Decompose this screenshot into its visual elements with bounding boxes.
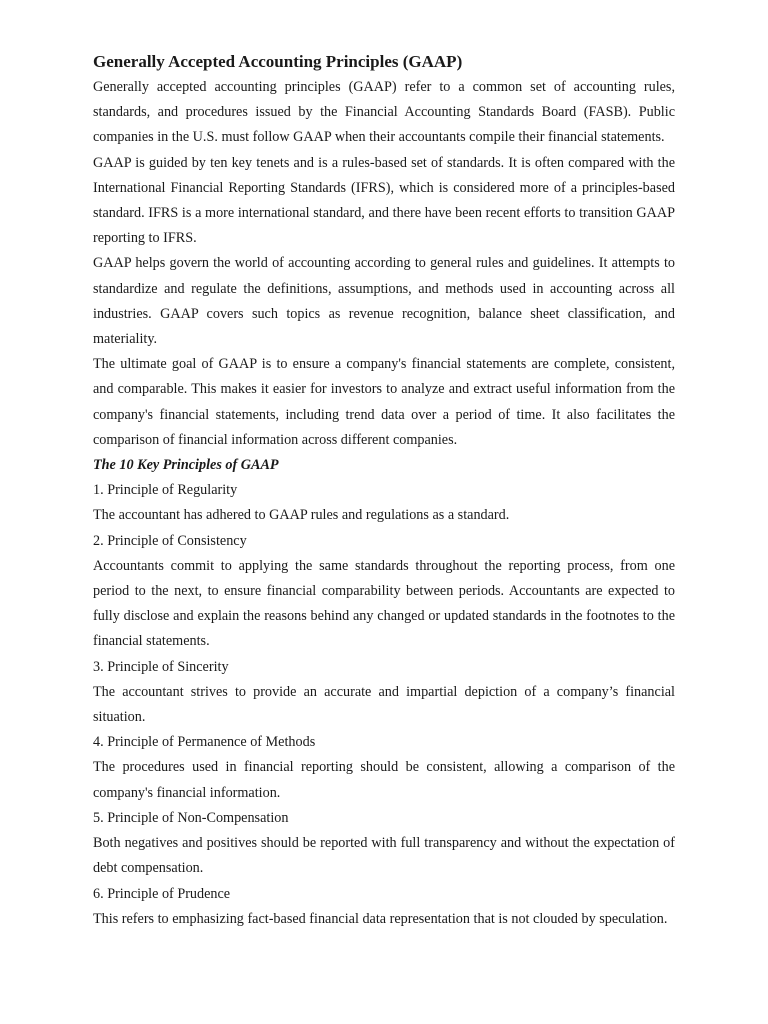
principle-text: Both negatives and positives should be reported with full transparency and without the expectation of debt compensation. [93,835,675,877]
principle-title: 1. Principle of Regularity [93,482,238,499]
principle-text: Accountants commit to applying the same standards throughout the reporting process, from one period to the next, to ensure financial comparability between periods. Accountants are expected to fully disclose and explain the reasons behind any changed or updated standards in the footnotes to the financial statements. [93,557,675,650]
principle-item [93,655,675,731]
section-heading: The 10 Key Principles of GAAP [93,457,279,474]
principle-text: The accountant has adhered to GAAP rules and regulations as a standard. [93,507,510,524]
intro-paragraph-2: GAAP is guided by ten key tenets and is a rules-based set of standards. It is often compared with the International Financial Reporting Standards (IFRS), which is considered more of a principles-based standard. IFRS is a more international standard, and there have been recent efforts to transition GAAP reporting to IFRS. [93,154,675,247]
principle-title: 6. Principle of Prudence [93,885,231,902]
principle-title: 5. Principle of Non-Compensation [93,809,289,826]
principle-item [93,882,675,932]
principle-text: The procedures used in financial reporting should be consistent, allowing a comparison of the company's financial information. [93,759,675,801]
principle-item [93,478,675,528]
principle-text: The accountant strives to provide an accurate and impartial depiction of a company’s financial situation. [93,683,675,726]
intro-paragraph-1: Generally accepted accounting principles (GAAP) refer to a common set of accounting rules, standards, and procedures issued by the Financial Accounting Standards Board (FASB). Public companies in the U.S. must follow GAAP when their accountants compile their financial statements. [93,79,675,146]
principle-item [93,730,675,806]
intro-paragraph-4: The ultimate goal of GAAP is to ensure a company's financial statements are complete, consistent, and comparable. This makes it easier for investors to analyze and extract useful information from the company's financial statements, including trend data over a period of time. It also facilitates the comparison of financial information across different companies. [93,356,675,448]
principle-title: 2. Principle of Consistency [93,532,247,549]
intro-paragraph-3: GAAP helps govern the world of accounting according to general rules and guidelines. It attempts to standardize and regulate the definitions, assumptions, and methods used in accounting across all industries. GAAP covers such topics as revenue recognition, balance sheet classification, and materiality. [93,255,675,348]
principle-title: 3. Principle of Sincerity [93,658,229,675]
principle-item [93,806,675,882]
principle-text: This refers to emphasizing fact-based financial data representation that is not clouded by speculation. [93,910,668,927]
document-title: Generally Accepted Accounting Principles (GAAP) [93,52,463,71]
principle-title: 4. Principle of Permanence of Methods [93,734,316,751]
principle-item [93,529,675,655]
document-page [93,49,675,932]
